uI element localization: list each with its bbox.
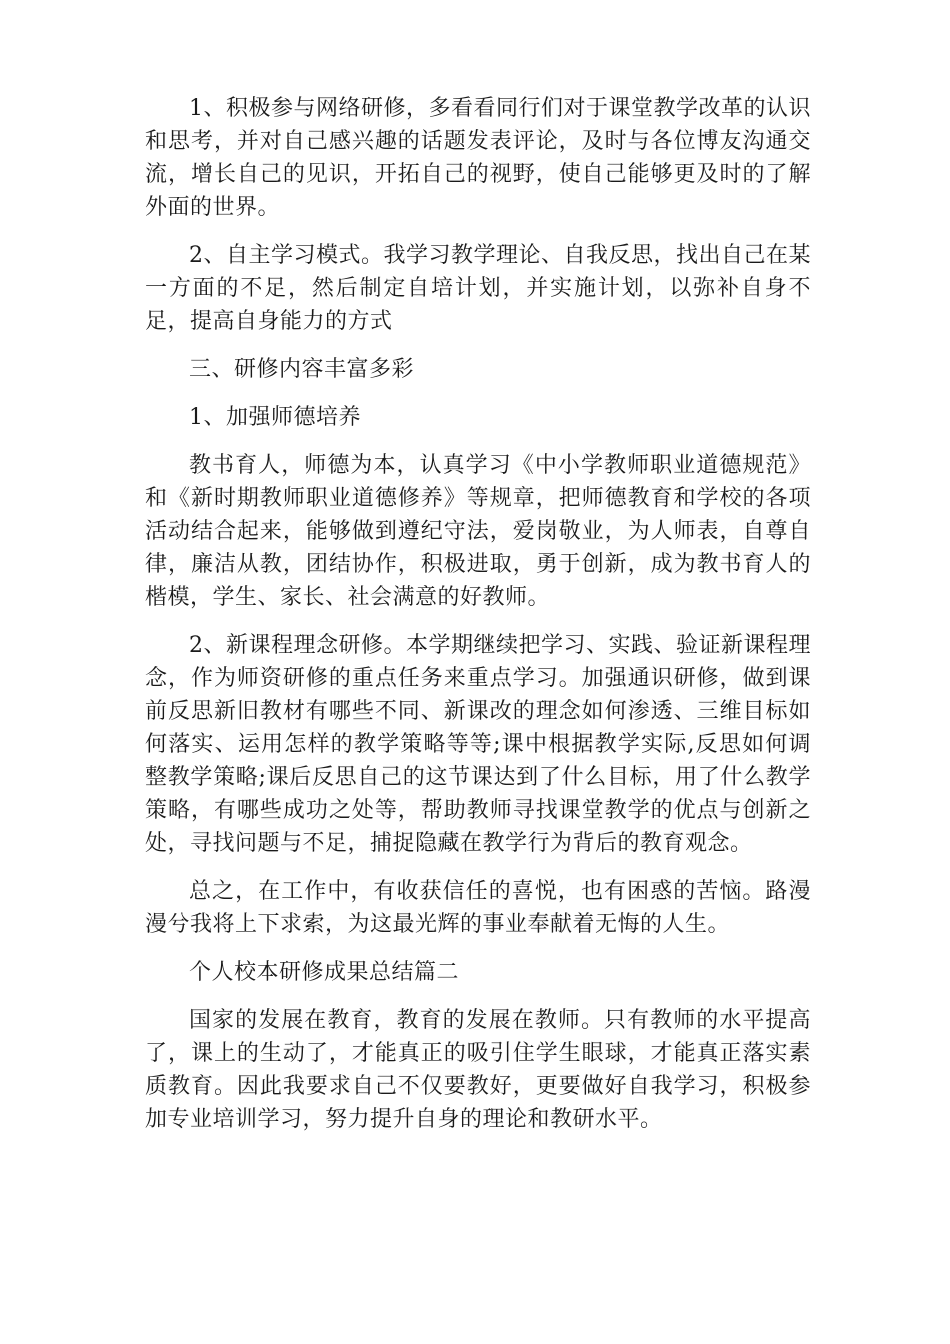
paragraph-new-curriculum: 2、新课程理念研修。本学期继续把学习、实践、验证新课程理念，作为师资研修的重点任务来重点学习。加强通识研修，做到课前反思新旧教材有哪些不同、新课改的理念如何渗透、三维目标如何落实、运用怎样的教学策略等等;课中根据教学实际,反思如何调整教学策略;课后反思自己的这节课达到了什么目标，用了什么教学策略，有哪些成功之处等，帮助教师寻找课堂教学的优点与创新之处，寻找问题与不足，捕捉隐藏在教学行为背后的教育观念。: [145, 633, 811, 856]
document-body: [145, 92, 811, 1151]
paragraph-national-development: 国家的发展在教育，教育的发展在教师。只有教师的水平提高了，课上的生动了，才能真正的吸引住学生眼球，才能真正落实素质教育。因此我要求自己不仅要教好，更要做好自我学习，积极参加专业培训学习，努力提升自身的理论和教研水平。: [145, 1008, 811, 1132]
subheading-ethics: 1、加强师德培养: [189, 405, 361, 430]
article-title-part-two: 个人校本研修成果总结篇二: [189, 960, 460, 985]
paragraph-online-study: 1、积极参与网络研修，多看看同行们对于课堂教学改革的认识和思考，并对自己感兴趣的话题发表评论，及时与各位博友沟通交流，增长自己的见识，开拓自己的视野，使自己能够更及时的了解外面的世界。: [145, 96, 811, 220]
paragraph-conclusion: 总之，在工作中，有收获信任的喜悦，也有困惑的苦恼。路漫漫兮我将上下求索，为这最光辉的事业奉献着无悔的人生。: [145, 879, 811, 937]
paragraph-teacher-ethics: 教书育人，师德为本，认真学习《中小学教师职业道德规范》和《新时期教师职业道德修养》等规章，把师德教育和学校的各项活动结合起来，能够做到遵纪守法，爱岗敬业，为人师表，自尊自律，廉洁从教，团结协作，积极进取，勇于创新，成为教书育人的楷模，学生、家长、社会满意的好教师。: [145, 453, 811, 610]
section-heading-content: 三、研修内容丰富多彩: [189, 357, 415, 382]
paragraph-self-study-mode: 2、自主学习模式。我学习教学理论、自我反思，找出自己在某一方面的不足，然后制定自培计划，并实施计划，以弥补自身不足，提高自身能力的方式: [145, 243, 811, 334]
